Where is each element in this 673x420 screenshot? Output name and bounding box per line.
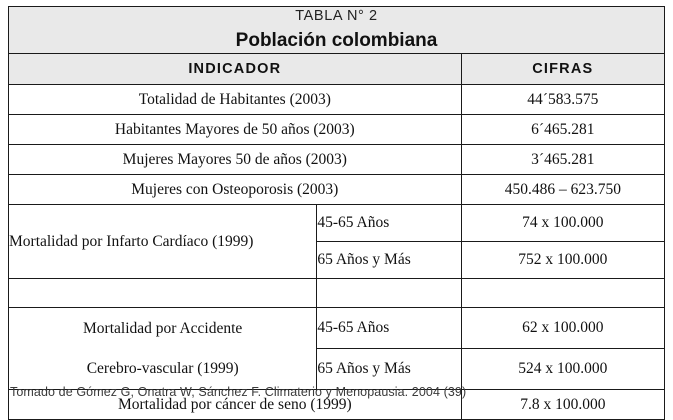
row-indicator: Mujeres Mayores 50 de años (2003) bbox=[9, 145, 462, 175]
row-subcategory: 45-65 Años bbox=[317, 205, 461, 242]
row-figure: 74 x 100.000 bbox=[461, 205, 664, 242]
row-subcategory: 45-65 Años bbox=[317, 308, 461, 349]
row-figure: 3´465.281 bbox=[461, 145, 664, 175]
source-note: Tomado de Gómez G, Onatra W, Sánchez F. Climaterio y Menopausia. 2004 (39) bbox=[10, 385, 467, 399]
column-header-figures: CIFRAS bbox=[461, 54, 664, 85]
row-figure: 62 x 100.000 bbox=[461, 308, 664, 349]
population-table-container bbox=[8, 6, 665, 420]
row-indicator: Mujeres con Osteoporosis (2003) bbox=[9, 175, 462, 205]
row-figure: 524 x 100.000 bbox=[461, 349, 664, 390]
row-figure: 7.8 x 100.000 bbox=[461, 390, 664, 420]
table-row bbox=[9, 175, 665, 205]
row-indicator: Totalidad de Habitantes (2003) bbox=[9, 85, 462, 115]
table-row bbox=[9, 205, 665, 242]
table-caption-cell bbox=[9, 7, 665, 54]
row-indicator: Mortalidad por Accidente bbox=[9, 308, 317, 349]
row-subcategory: 65 Años y Más bbox=[317, 242, 461, 279]
column-header-indicator: INDICADOR bbox=[9, 54, 462, 85]
row-indicator: Mortalidad por cáncer de seno (1999) bbox=[9, 390, 462, 420]
row-indicator: Mortalidad por Infarto Cardíaco (1999) bbox=[9, 205, 317, 279]
table-column-header-row bbox=[9, 54, 665, 85]
row-figure: 44´583.575 bbox=[461, 85, 664, 115]
table-row bbox=[9, 349, 665, 390]
table-row bbox=[9, 85, 665, 115]
row-figure: 752 x 100.000 bbox=[461, 242, 664, 279]
row-figure: 6´465.281 bbox=[461, 115, 664, 145]
table-row bbox=[9, 115, 665, 145]
spacer-cell-indicator bbox=[9, 279, 317, 308]
table-title: Población colombiana bbox=[235, 29, 438, 51]
table-caption-row bbox=[9, 7, 665, 54]
row-indicator: Habitantes Mayores de 50 años (2003) bbox=[9, 115, 462, 145]
spacer-cell-sub bbox=[317, 279, 461, 308]
population-table bbox=[8, 6, 665, 420]
table-number: TABLA N° 2 bbox=[295, 8, 378, 24]
spacer-cell-figure bbox=[461, 279, 664, 308]
table-row bbox=[9, 145, 665, 175]
table-row bbox=[9, 308, 665, 349]
row-indicator: Cerebro-vascular (1999) bbox=[9, 349, 317, 390]
table-spacer-row bbox=[9, 279, 665, 308]
row-figure: 450.486 – 623.750 bbox=[461, 175, 664, 205]
row-subcategory: 65 Años y Más bbox=[317, 349, 461, 390]
